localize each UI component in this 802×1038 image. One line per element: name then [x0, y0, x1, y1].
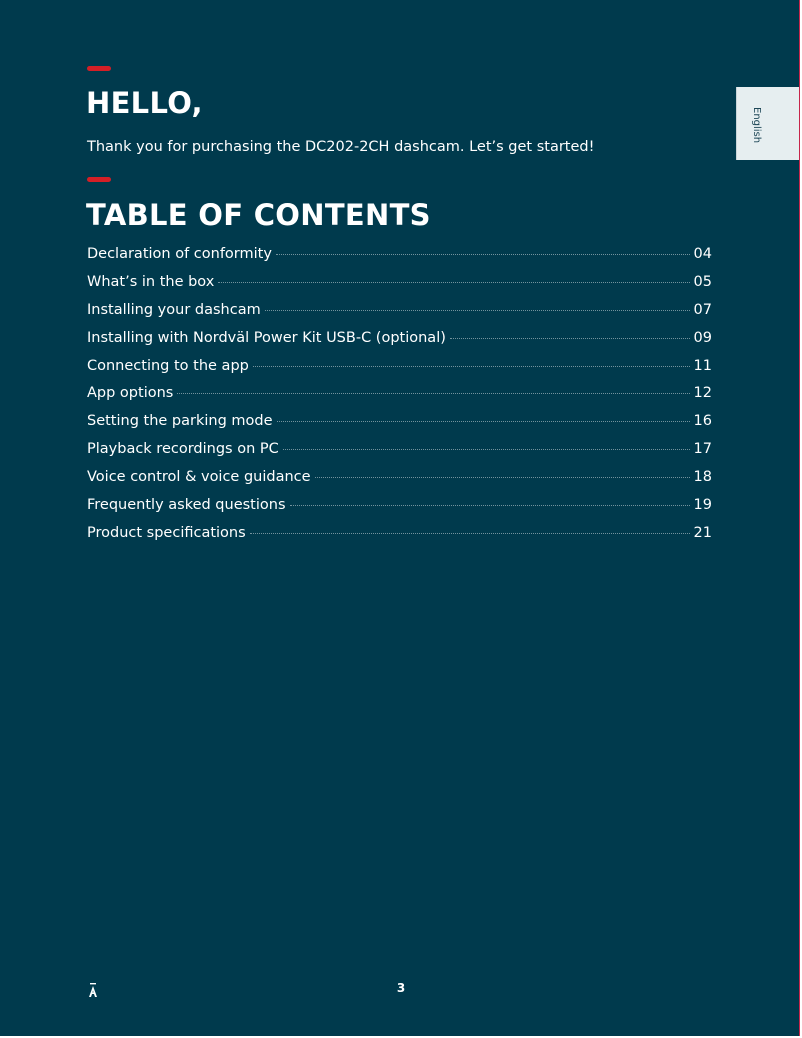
brand-logo-icon [88, 982, 98, 998]
toc-entry-page: 09 [693, 329, 712, 346]
toc-entry-page: 11 [693, 357, 712, 374]
dot-leader [315, 477, 690, 478]
dot-leader [277, 421, 690, 422]
toc-entry-page: 05 [693, 273, 712, 290]
accent-bar [87, 177, 111, 182]
toc-entry-title: App options [87, 385, 174, 402]
toc-entry[interactable] [87, 441, 712, 469]
dot-leader [218, 282, 689, 283]
dot-leader [253, 366, 690, 367]
toc-entry-page: 17 [693, 441, 712, 458]
dot-leader [290, 505, 690, 506]
toc-entry[interactable] [87, 497, 712, 525]
dot-leader [177, 393, 689, 394]
toc-entry[interactable] [87, 358, 712, 386]
hello-heading: HELLO, [86, 86, 203, 120]
accent-bar [87, 66, 111, 71]
toc-entry[interactable] [87, 330, 712, 358]
toc-entry-page: 07 [693, 301, 712, 318]
toc-entry-title: Connecting to the app [87, 357, 249, 374]
intro-text: Thank you for purchasing the DC202-2CH dashcam. Let’s get started! [87, 139, 595, 155]
toc-entry[interactable] [87, 413, 712, 441]
dot-leader [450, 338, 690, 339]
toc-entry-title: Playback recordings on PC [87, 441, 279, 458]
toc-entry[interactable] [87, 302, 712, 330]
table-of-contents [87, 246, 712, 553]
toc-entry-title: Declaration of conformity [87, 246, 272, 262]
toc-entry-title: What’s in the box [87, 273, 215, 290]
toc-entry-title: Frequently asked questions [87, 497, 286, 514]
toc-entry[interactable] [87, 274, 712, 302]
toc-entry-page: 21 [693, 524, 712, 541]
language-tab[interactable] [736, 87, 799, 160]
toc-entry[interactable] [87, 385, 712, 413]
toc-entry-page: 04 [693, 246, 712, 262]
dot-leader [283, 449, 690, 450]
toc-entry-page: 18 [693, 469, 712, 486]
toc-entry-title: Voice control & voice guidance [87, 469, 311, 486]
toc-entry-page: 12 [693, 385, 712, 402]
toc-entry-page: 16 [693, 413, 712, 430]
dot-leader [276, 254, 690, 255]
dot-leader [250, 533, 690, 534]
toc-entry[interactable] [87, 525, 712, 553]
toc-entry-title: Setting the parking mode [87, 413, 273, 430]
toc-entry-title: Installing with Nordväl Power Kit USB-C (optional) [87, 329, 446, 346]
toc-entry[interactable] [87, 246, 712, 274]
toc-entry[interactable] [87, 469, 712, 497]
toc-entry-title: Product specifications [87, 524, 246, 541]
toc-entry-title: Installing your dashcam [87, 301, 261, 318]
language-tab-label: English [751, 107, 762, 144]
toc-entry-page: 19 [693, 497, 712, 514]
toc-heading: TABLE OF CONTENTS [86, 198, 431, 232]
page-number: 3 [396, 981, 406, 995]
dot-leader [265, 310, 690, 311]
